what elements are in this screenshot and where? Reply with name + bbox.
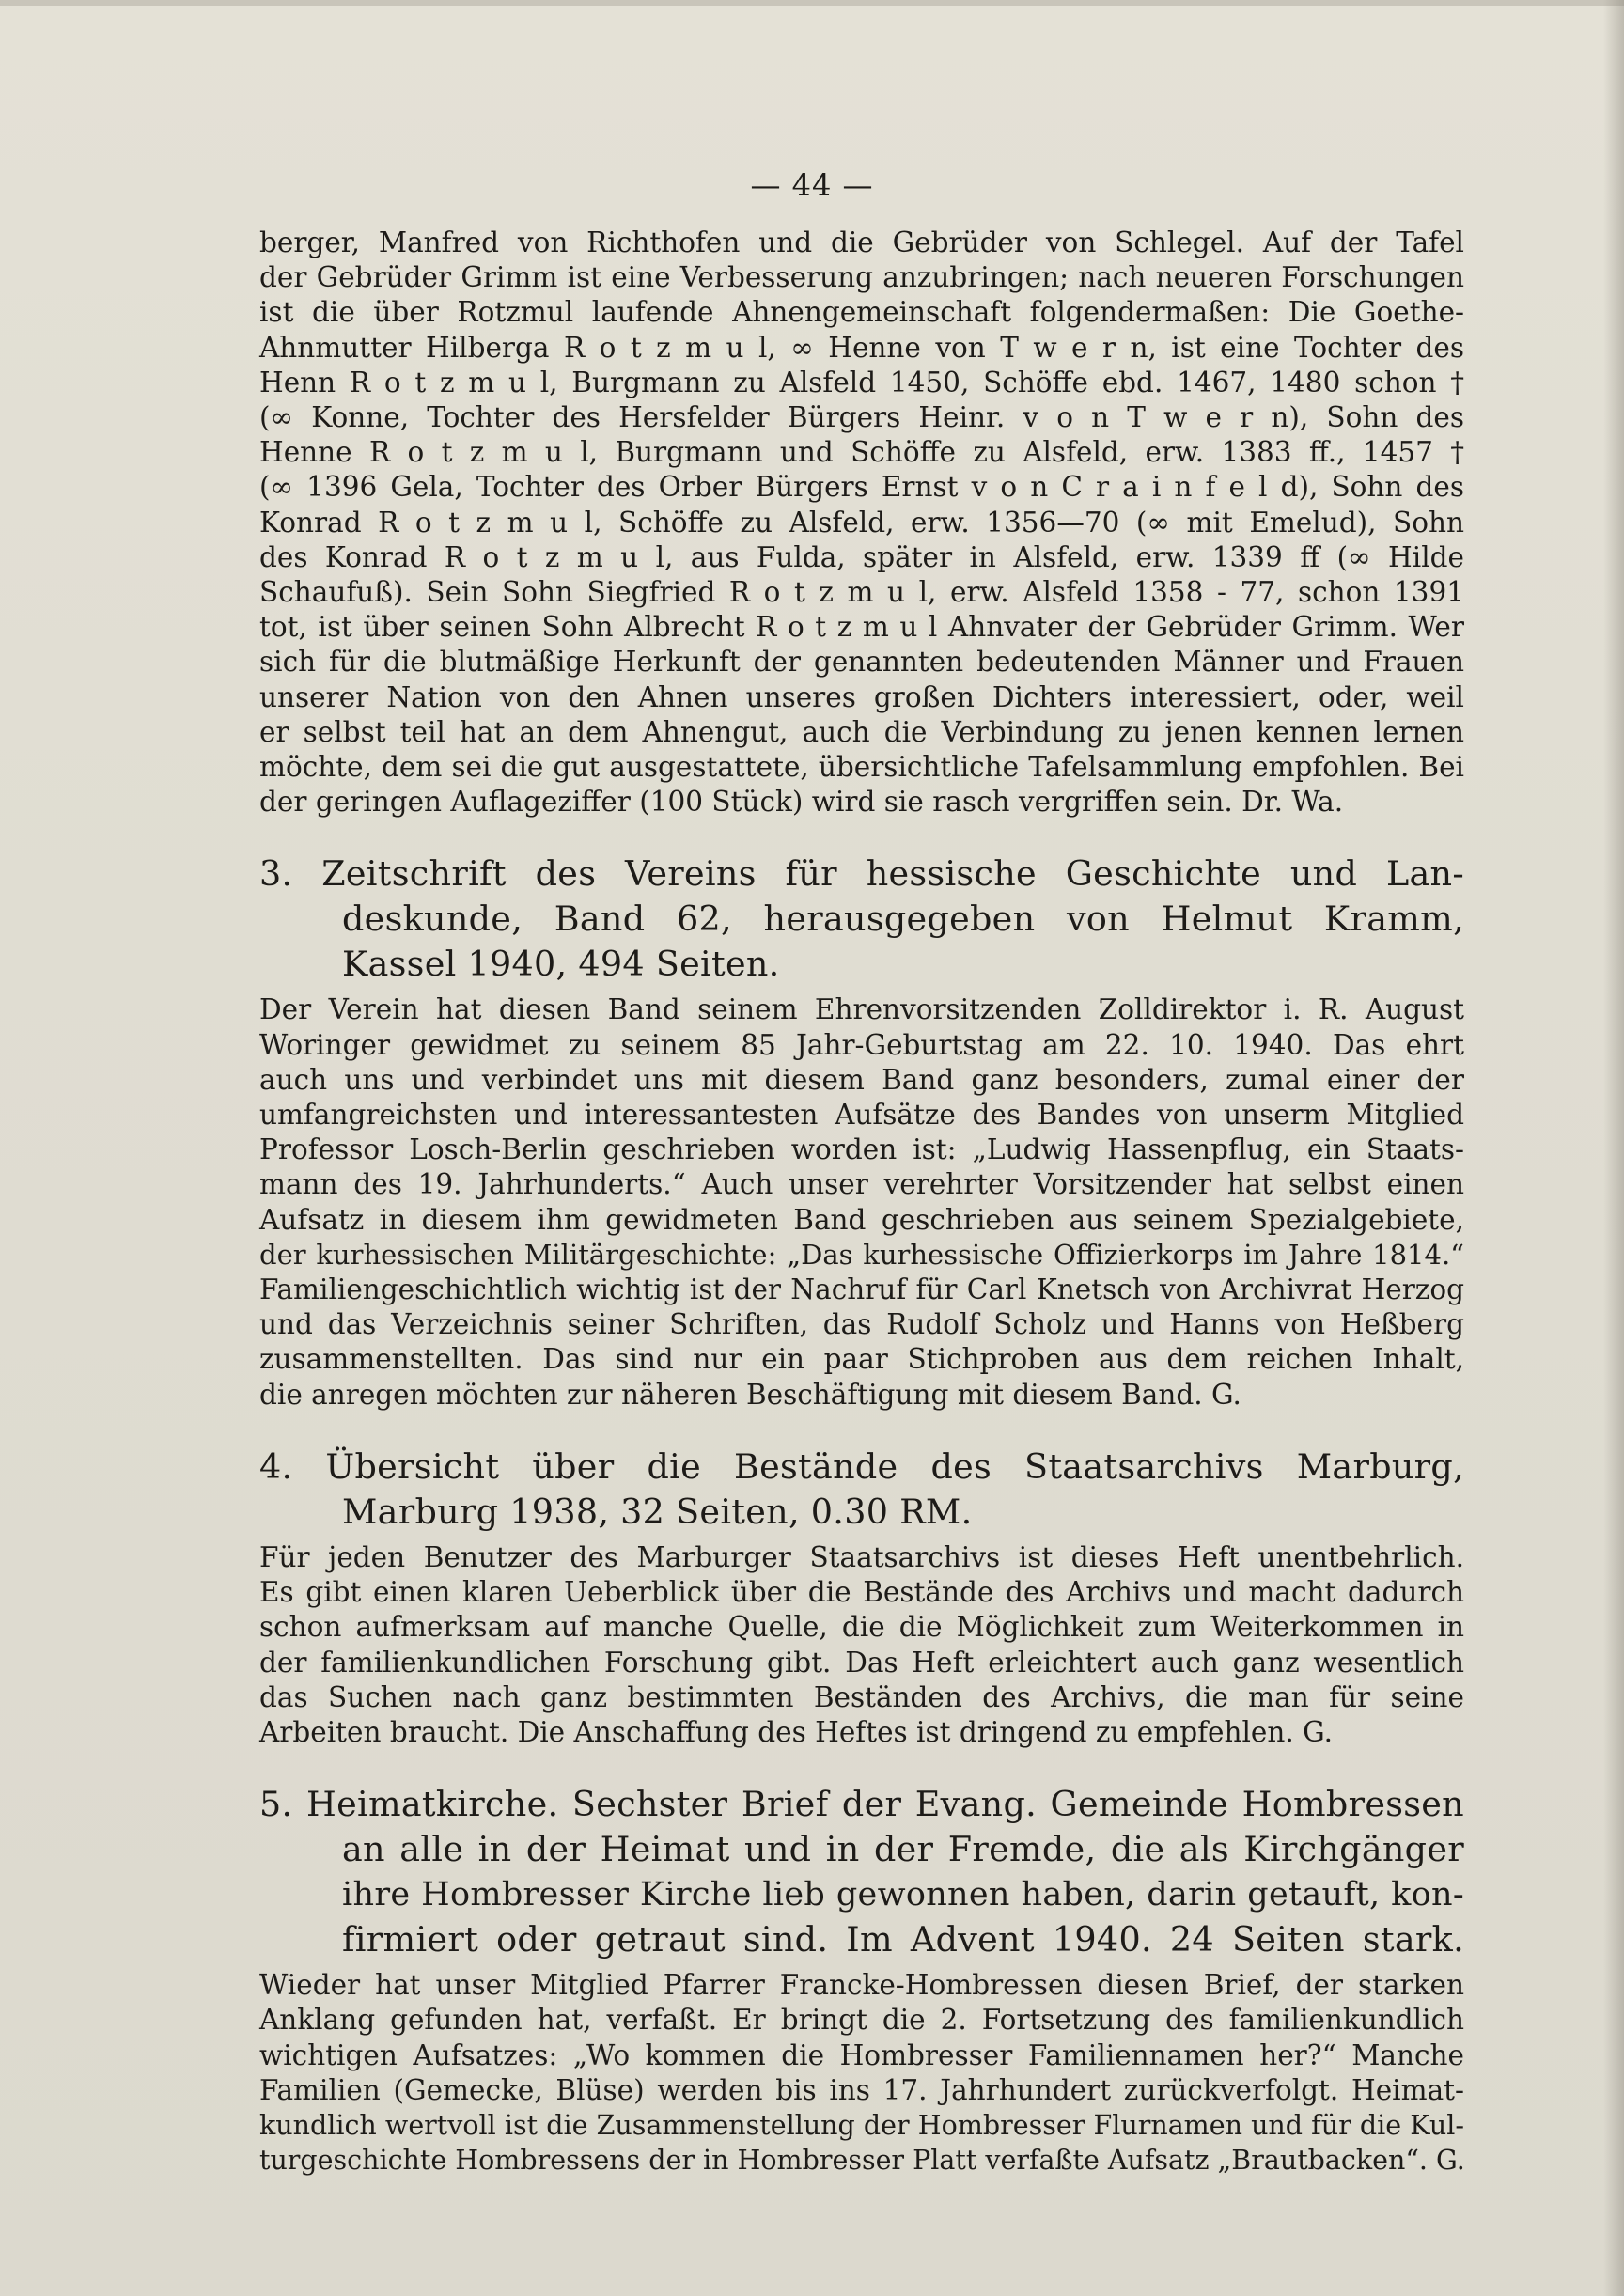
text-line: Arbeiten braucht. Die Anschaffung des Heftes ist dringend zu empfehlen. G.	[259, 1715, 1334, 1748]
text-line: Wieder hat unser Mitglied Pfarrer Francke-Hombressen diesen Brief, der starken	[259, 1969, 1464, 2002]
review-entry-4	[259, 1445, 1464, 1750]
text-line: (∞ Konne, Tochter des Hersfelder Bürgers Heinr. v o n T w e r n), Sohn des	[259, 401, 1464, 434]
text-line: Henne R o t z m u l, Burgmann und Schöffe zu Alsfeld, erw. 1383 ff., 1457 †	[259, 436, 1464, 469]
entry-heading	[259, 1782, 1464, 1962]
text-line: wichtigen Aufsatzes: „Wo kommen die Hombresser Familiennamen her?“ Manche	[259, 2038, 1464, 2071]
heading-line: an alle in der Heimat und in der Fremde, die als Kirchgänger	[342, 1829, 1464, 1870]
text-line: Der Verein hat diesen Band seinem Ehrenvorsitzenden Zolldirektor i. R. August	[259, 993, 1464, 1026]
entry-heading	[259, 1445, 1464, 1535]
heading-line: 4. Übersicht über die Bestände des Staatsarchivs Marburg,	[259, 1445, 1464, 1487]
text-line: Es gibt einen klaren Ueberblick über die Bestände des Archivs und macht dadurch	[259, 1576, 1464, 1609]
text-line: Familiengeschichtlich wichtig ist der Nachruf für Carl Knetsch von Archivrat Herzog	[259, 1273, 1464, 1306]
text-line: unserer Nation von den Ahnen unseres großen Dichters interessiert, oder, weil	[259, 680, 1464, 713]
heading-line: ihre Hombresser Kirche lieb gewonnen haben, darin getauft, kon-	[342, 1876, 1464, 1914]
review-entry-3	[259, 851, 1464, 1412]
heading-line: firmiert oder getraut sind. Im Advent 1940. 24 Seiten stark.	[342, 1919, 1464, 1960]
intro-paragraph	[259, 226, 1464, 820]
text-line: zusammenstellten. Das sind nur ein paar Stichproben aus dem reichen Inhalt,	[259, 1343, 1464, 1376]
text-line: Schaufuß). Sein Sohn Siegfried R o t z m u l, erw. Alsfeld 1358 - 77, schon 1391	[259, 576, 1464, 609]
text-line: und das Verzeichnis seiner Schriften, das Rudolf Scholz und Hanns von Heßberg	[259, 1308, 1464, 1341]
text-line: Woringer gewidmet zu seinem 85 Jahr-Geburtstag am 22. 10. 1940. Das ehrt	[259, 1028, 1464, 1061]
text-line: der familienkundlichen Forschung gibt. Das Heft erleichtert auch ganz wesentlich	[259, 1646, 1464, 1679]
heading-line: deskunde, Band 62, herausgegeben von Helmut Kramm,	[342, 898, 1464, 940]
text-line: Anklang gefunden hat, verfaßt. Er bringt die 2. Fortsetzung des familienkundlich	[259, 2004, 1464, 2037]
text-line: berger, Manfred von Richthofen und die Gebrüder von Schlegel. Auf der Tafel	[259, 226, 1464, 258]
heading-line: 3. Zeitschrift des Vereins für hessische Geschichte und Lan-	[259, 853, 1464, 895]
text-line: Aufsatz in diesem ihm gewidmeten Band geschrieben aus seinem Spezialgebiete,	[259, 1203, 1464, 1236]
text-line: Ahnmutter Hilberga R o t z m u l, ∞ Henne von T w e r n, ist eine Tochter des	[259, 331, 1464, 364]
heading-line: Marburg 1938, 32 Seiten, 0.30 RM.	[342, 1491, 973, 1532]
text-line: kundlich wertvoll ist die Zusammenstellung der Hombresser Flurnamen und für die Kul-	[259, 2109, 1464, 2141]
text-line: turgeschichte Hombressens der in Hombresser Platt verfaßte Aufsatz „Brautbacken“. G.	[259, 2145, 1465, 2177]
text-line: auch uns und verbindet uns mit diesem Band ganz besonders, zumal einer der	[259, 1063, 1464, 1096]
heading-line: 5. Heimatkirche. Sechster Brief der Evang. Gemeinde Hombressen	[259, 1784, 1464, 1825]
text-line: Konrad R o t z m u l, Schöffe zu Alsfeld, erw. 1356—70 (∞ mit Emelud), Sohn	[259, 506, 1464, 539]
entry-body	[259, 1540, 1464, 1750]
text-line: Professor Losch-Berlin geschrieben worden ist: „Ludwig Hassenpflug, ein Staats-	[259, 1133, 1464, 1166]
page-top-edge	[0, 0, 1624, 6]
text-line: tot, ist über seinen Sohn Albrecht R o t z m u l Ahnvater der Gebrüder Grimm. Wer	[259, 611, 1464, 644]
entry-body	[259, 992, 1464, 1412]
text-line: des Konrad R o t z m u l, aus Fulda, später in Alsfeld, erw. 1339 ff (∞ Hilde	[259, 540, 1464, 573]
page-right-edge	[1603, 0, 1624, 2296]
entry-body	[259, 1968, 1464, 2178]
text-line: er selbst teil hat an dem Ahnengut, auch die Verbindung zu jenen kennen lernen	[259, 715, 1464, 748]
text-line: mann des 19. Jahrhunderts.“ Auch unser verehrter Vorsitzender hat selbst einen	[259, 1168, 1464, 1201]
text-line: die anregen möchten zur näheren Beschäftigung mit diesem Band. G.	[259, 1378, 1241, 1411]
review-entry-5	[259, 1782, 1464, 2178]
heading-line: Kassel 1940, 494 Seiten.	[342, 944, 780, 985]
entry-heading	[259, 851, 1464, 987]
text-line: sich für die blutmäßige Herkunft der genannten bedeutenden Männer und Frauen	[259, 646, 1464, 679]
text-line: das Suchen nach ganz bestimmten Beständen des Archivs, die man für seine	[259, 1680, 1464, 1713]
text-column	[259, 226, 1464, 2178]
text-line: umfangreichsten und interessantesten Aufsätze des Bandes von unserm Mitglied	[259, 1099, 1464, 1132]
text-line: der kurhessischen Militärgeschichte: „Das kurhessische Offizierkorps im Jahre 1814.“	[259, 1238, 1464, 1271]
text-line: Familien (Gemecke, Blüse) werden bis ins 17. Jahrhundert zurückverfolgt. Heimat-	[259, 2073, 1464, 2106]
text-line: der geringen Auflageziffer (100 Stück) wird sie rasch vergriffen sein. Dr. Wa.	[259, 786, 1344, 819]
text-line: Für jeden Benutzer des Marburger Staatsarchivs ist dieses Heft unentbehrlich.	[259, 1540, 1464, 1573]
text-line: Henn R o t z m u l, Burgmann zu Alsfeld 1450, Schöffe ebd. 1467, 1480 schon †	[259, 366, 1464, 398]
text-line: schon aufmerksam auf manche Quelle, die die Möglichkeit zum Weiterkommen in	[259, 1611, 1464, 1644]
text-line: möchte, dem sei die gut ausgestattete, übersichtliche Tafelsammlung empfohlen. Bei	[259, 751, 1464, 784]
text-line: ist die über Rotzmul laufende Ahnengemeinschaft folgendermaßen: Die Goethe-	[259, 296, 1464, 329]
text-line: (∞ 1396 Gela, Tochter des Orber Bürgers Ernst v o n C r a i n f e l d), Sohn des	[259, 471, 1464, 504]
text-line: der Gebrüder Grimm ist eine Verbesserung anzubringen; nach neueren Forschungen	[259, 261, 1464, 294]
page-number: — 44 —	[750, 167, 874, 203]
